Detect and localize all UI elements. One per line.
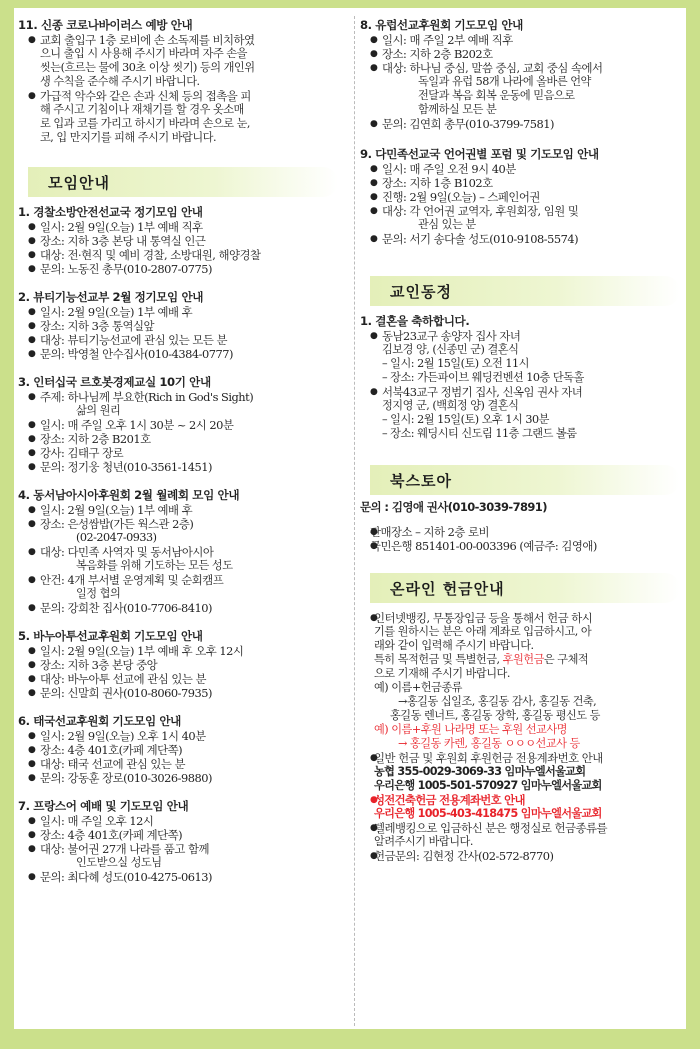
text-line: →홍길동 십일조, 홍길동 감사, 홍길동 건축, xyxy=(398,695,597,708)
bullet: ● 대상: 뷰티기능선교에 관심 있는 모든 분 xyxy=(18,333,348,347)
bullet: ● 성전건축헌금 전용계좌번호 안내 xyxy=(360,793,684,807)
bullet: ● 장소: 지하 2층 B202호 xyxy=(360,47,684,61)
text-line: 기를 원하시는 분은 아래 계좌로 입금하시고, 아 xyxy=(374,625,592,638)
meeting-5 xyxy=(18,629,348,700)
text-line: 김보경 양, (신종민 군) 결혼식 xyxy=(382,343,519,356)
text-line: 복음화를 위해 기도하는 모든 성도 xyxy=(76,559,233,572)
text-line: – 일시: 2월 15일(토) 오전 11시 xyxy=(382,357,529,370)
bullet: ● 대상: 다민족 사역자 및 동서남아시아 xyxy=(18,545,348,559)
bullet: ● 장소: 지하 3층 본당 내 통역실 인근 xyxy=(18,234,348,248)
bullet: ● 동남23교구 송양자 집사 자녀 xyxy=(360,329,684,343)
text-line: 예) 이름+헌금종류 xyxy=(374,681,462,694)
text-line: 해 주시고 기침이나 재채기를 할 경우 옷소매 xyxy=(40,103,244,116)
bullet: ● 가급적 악수와 같은 손과 신체 등의 접촉을 피 xyxy=(18,89,348,103)
text-line: 코, 입 만지기를 피해 주시기 바랍니다. xyxy=(40,131,217,144)
bullet: ● 일시: 2월 9일(오늘) 오후 1시 40분 xyxy=(18,729,348,743)
meeting-title: 5. 바누아투선교후원회 기도모임 안내 xyxy=(18,629,203,643)
text-line: 홍길동 렌너트, 홍길동 장학, 홍길동 평신도 등 xyxy=(390,709,600,722)
bullet: ● 문의: 최다혜 성도(010-4275-0613) xyxy=(18,870,348,884)
text-line: 함께하실 모든 분 xyxy=(418,103,497,116)
account-number: 우리은행 1005-403-418475 임마누엘서울교회 xyxy=(374,807,602,820)
section-title: 북스토아 xyxy=(390,472,452,490)
bullet: ● 진행: 2월 9일(오늘) – 스페인어권 xyxy=(360,190,684,204)
meeting-title: 1. 경찰소방안전선교국 정기모임 안내 xyxy=(18,205,203,219)
text-line: 생 수칙을 준수해 주시기 바랍니다. xyxy=(40,75,200,88)
text-line: 로 입과 코를 가리고 하시기 바라며 손으로 눈, xyxy=(40,117,250,130)
bullet: ● 문의: 서기 송다솔 성도(010-9108-5574) xyxy=(360,232,684,246)
bullet: ● 판매장소 – 지하 2층 로비 xyxy=(360,525,684,539)
text-line: (02-2047-0933) xyxy=(76,531,157,544)
text-line: – 일시: 2월 15일(토) 오후 1시 30분 xyxy=(382,413,549,426)
bullet: ● 일시: 2월 9일(오늘) 1부 예배 후 xyxy=(18,503,348,517)
text-line: 으니 출입 시 사용해 주시기 바라며 자주 손을 xyxy=(40,47,247,60)
bullet: ● 일시: 매 주일 2부 예배 직후 xyxy=(360,33,684,47)
bullet: ● 장소: 4층 401호(카페 계단쪽) xyxy=(18,828,348,842)
text-line: – 장소: 가든파이브 웨딩컨벤션 10층 단독홀 xyxy=(382,371,584,384)
left-column xyxy=(18,8,348,892)
text-line: 래와 같이 입력해 주시기 바랍니다. xyxy=(374,639,534,652)
bullet: ● 일시: 2월 9일(오늘) 1부 예배 직후 xyxy=(18,220,348,234)
section-header-news xyxy=(360,276,684,306)
text-line: 독일과 유럽 58개 나라에 올바른 언약 xyxy=(418,75,591,88)
bullet: ● 문의: 신말희 권사(010-8060-7935) xyxy=(18,686,348,700)
bullet: ● 일시: 매 주일 오후 1시 30분 ~ 2시 20분 xyxy=(18,418,348,432)
section-title: 교인동정 xyxy=(390,283,452,301)
meeting-title: 6. 태국선교후원회 기도모임 안내 xyxy=(18,714,181,728)
text-line: 씻는(흐르는 물에 30초 이상 씻기) 등의 개인위 xyxy=(40,61,255,74)
text-line: 삶의 원리 xyxy=(76,404,121,417)
bullet: ● 국민은행 851401-00-003396 (예금주: 김영애) xyxy=(360,539,684,553)
highlight-text: 후원헌금 xyxy=(502,653,544,666)
column-divider xyxy=(354,16,355,1026)
bulletin-page xyxy=(14,8,686,1029)
bullet: ● 서북43교구 정범기 집사, 신옥임 권사 자녀 xyxy=(360,385,684,399)
text-line: 일정 협의 xyxy=(76,587,121,600)
bullet: ● 일시: 매 주일 오전 9시 40분 xyxy=(360,162,684,176)
bullet: ● 문의: 김연희 총무(010-3799-7581) xyxy=(360,117,684,131)
bullet: ● 장소: 지하 2층 B201호 xyxy=(18,432,348,446)
text-line: 관심 있는 분 xyxy=(418,218,476,231)
section-header-offering xyxy=(360,573,684,603)
bullet: ● 대상: 전·현직 및 예비 경찰, 소방대원, 해양경찰 xyxy=(18,248,348,262)
text-line: 알려주시기 바랍니다. xyxy=(374,835,473,848)
text-line: 으로 기재해 주시기 바랍니다. xyxy=(374,667,510,680)
bullet: ● 교회 출입구 1층 로비에 손 소독제를 비치하였 xyxy=(18,33,348,47)
section-header-bookstore xyxy=(360,465,684,495)
right-column xyxy=(360,8,684,871)
bullet: ● 문의: 정기웅 청년(010-3561-1451) xyxy=(18,460,348,474)
section-title: 모임안내 xyxy=(48,174,110,192)
church-news xyxy=(360,314,684,441)
bullet: ● 장소: 4층 401호(카페 계단쪽) xyxy=(18,743,348,757)
text-line: → 홍길동 카렌, 홍길동 ㅇㅇㅇ선교사 등 xyxy=(398,737,580,750)
meeting-title: 7. 프랑스어 예배 및 기도모임 안내 xyxy=(18,799,189,813)
bullet: ● 인터넷뱅킹, 무통장입금 등을 통해서 헌금 하시 xyxy=(360,611,684,625)
bullet: ● 일시: 2월 9일(오늘) 1부 예배 후 오후 12시 xyxy=(18,644,348,658)
text-line: 전달과 복음 회복 운동에 믿음으로 xyxy=(418,89,575,102)
account-number: 우리은행 1005-501-570927 임마누엘서울교회 xyxy=(374,779,602,792)
meeting-4 xyxy=(18,488,348,615)
section-title: 온라인 헌금안내 xyxy=(390,580,505,598)
bookstore-contact: 문의 : 김영애 권사(010-3039-7891) xyxy=(360,500,547,514)
bullet: ● 강사: 김태구 장로 xyxy=(18,446,348,460)
bullet: ● 문의: 강희찬 집사(010-7706-8410) xyxy=(18,601,348,615)
bullet: ● 대상: 태국 선교에 관심 있는 분 xyxy=(18,757,348,771)
bullet: ● 대상: 각 언어권 교역자, 후원회장, 임원 및 xyxy=(360,204,684,218)
bullet: ● 대상: 바누아투 선교에 관심 있는 분 xyxy=(18,672,348,686)
meeting-7 xyxy=(18,799,348,884)
bullet: ● 장소: 지하 3층 통역실앞 xyxy=(18,319,348,333)
bullet: ● 헌금문의: 김현정 간사(02-572-8770) xyxy=(360,849,684,863)
meeting-title: 9. 다민족선교국 언어권별 포럼 및 기도모임 안내 xyxy=(360,147,599,161)
offering-info xyxy=(360,611,684,863)
text-line: 인도받으실 성도님 xyxy=(76,856,162,869)
text-line: 정지영 군, (백희정 양) 결혼식 xyxy=(382,399,519,412)
bullet: ● 대상: 하나님 중심, 말씀 중심, 교회 중심 속에서 xyxy=(360,61,684,75)
meeting-9 xyxy=(360,147,684,246)
bookstore-info xyxy=(360,525,684,553)
bullet: ● 일시: 2월 9일(오늘) 1부 예배 후 xyxy=(18,305,348,319)
meeting-3 xyxy=(18,375,348,474)
meeting-title: 3. 인터십국 르호봇경제교실 10기 안내 xyxy=(18,375,211,389)
news-title: 1. 결혼을 축하합니다. xyxy=(360,314,470,328)
bullet: ● 장소: 지하 3층 본당 중앙 xyxy=(18,658,348,672)
meeting-title: 8. 유럽선교후원회 기도모임 안내 xyxy=(360,18,523,32)
bullet: ● 주제: 하나님께 부요한(Rich in God's Sight) xyxy=(18,390,348,404)
text-line: 특히 목적헌금 및 특별헌금, 후원헌금은 구체적 xyxy=(374,653,589,666)
notice-11 xyxy=(18,18,348,145)
meeting-8 xyxy=(360,18,684,131)
account-number: 농협 355-0029-3069-33 임마누엘서울교회 xyxy=(374,765,586,778)
bullet: ● 장소: 은성쌈밥(가든 웍스관 2층) xyxy=(18,517,348,531)
meeting-title: 4. 동서남아시아후원회 2월 월례회 모임 안내 xyxy=(18,488,240,502)
bullet: ● 문의: 박영철 안수집사(010-4384-0777) xyxy=(18,347,348,361)
bullet: ● 문의: 노동진 총무(010-2807-0775) xyxy=(18,262,348,276)
bullet: ● 일시: 매 주일 오후 12시 xyxy=(18,814,348,828)
bullet: ● 텔레뱅킹으로 입금하신 분은 행정실로 헌금종류를 xyxy=(360,821,684,835)
meeting-6 xyxy=(18,714,348,785)
bullet: ● 일반 헌금 및 후원회 후원헌금 전용계좌번호 안내 xyxy=(360,751,684,765)
bullet: ● 장소: 지하 1층 B102호 xyxy=(360,176,684,190)
bullet: ● 대상: 불어권 27개 나라를 품고 함께 xyxy=(18,842,348,856)
text-line: 예) 이름+후원 나라명 또는 후원 선교사명 xyxy=(374,723,567,736)
meeting-2 xyxy=(18,290,348,361)
bullet: ● 문의: 강동훈 장로(010-3026-9880) xyxy=(18,771,348,785)
meeting-title: 2. 뷰티기능선교부 2월 정기모임 안내 xyxy=(18,290,204,304)
bullet: ● 안건: 4개 부서별 운영계획 및 순회캠프 xyxy=(18,573,348,587)
meeting-1 xyxy=(18,205,348,276)
text-line: – 장소: 웨딩시티 신도림 11층 그랜드 볼룸 xyxy=(382,427,577,440)
section-header-meeting xyxy=(18,167,348,197)
notice-title: 11. 신종 코로나바이러스 예방 안내 xyxy=(18,18,193,32)
